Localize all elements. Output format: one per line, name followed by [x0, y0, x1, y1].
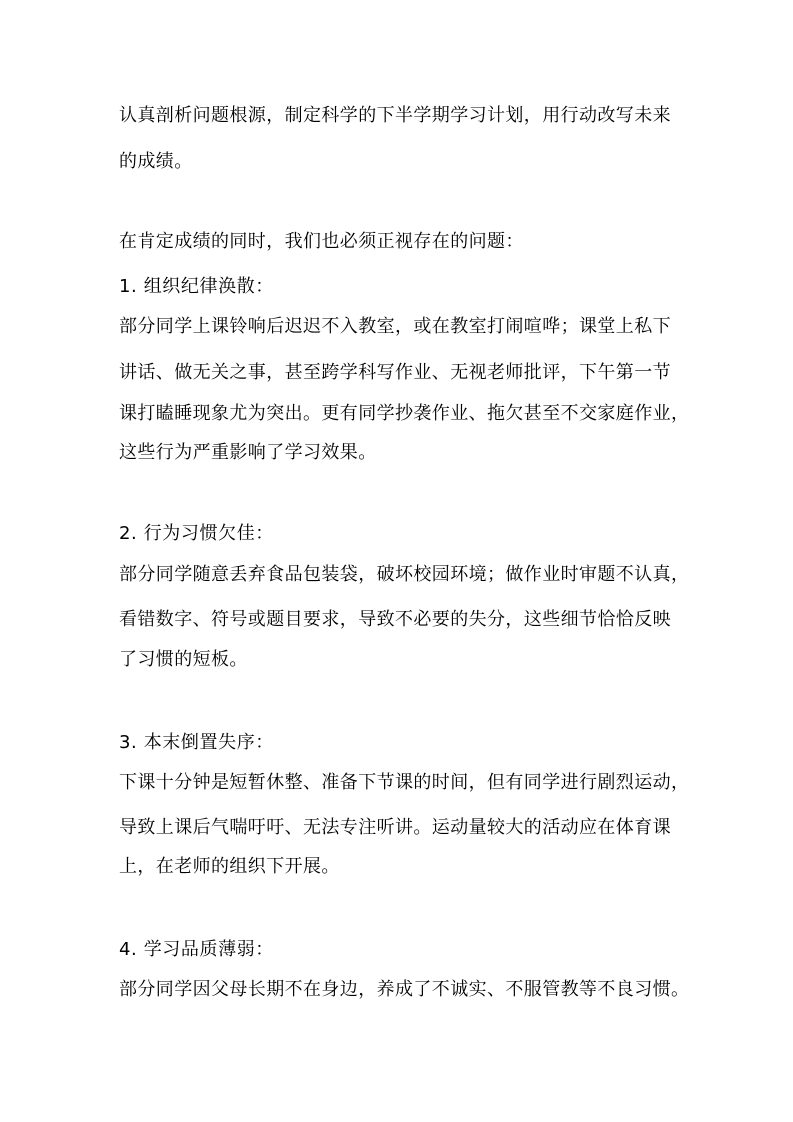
issue-2-line: 部分同学随意丢弃食品包装袋，破坏校园环境；做作业时审题不认真，	[119, 564, 690, 585]
intro-line: 认真剖析问题根源，制定科学的下半学期学习计划，用行动改写未来	[119, 105, 671, 126]
issue-2-line: 看错数字、符号或题目要求，导致不必要的失分，这些细节恰恰反映	[119, 609, 671, 630]
intro-line: 的成绩。	[119, 151, 193, 172]
issue-3-line: 导致上课后气喘吁吁、无法专注听讲。运动量较大的活动应在体育课	[119, 817, 671, 838]
issue-1-line: 课打瞌睡现象尤为突出。更有同学抄袭作业、拖欠甚至不交家庭作业，	[119, 403, 690, 424]
issue-3-line: 上，在老师的组织下开展。	[119, 856, 340, 877]
lead-paragraph: 在肯定成绩的同时，我们也必须正视存在的问题：	[119, 231, 524, 252]
issue-1-line: 这些行为严重影响了学习效果。	[119, 442, 377, 463]
issue-heading-1: 1. 组织纪律涣散：	[119, 276, 274, 297]
issue-heading-4: 4. 学习品质薄弱：	[119, 939, 274, 960]
issue-2-line: 了习惯的短板。	[119, 649, 248, 670]
issue-1-line: 讲话、做无关之事，甚至跨学科写作业、无视老师批评，下午第一节	[119, 362, 671, 383]
issue-1-line: 部分同学上课铃响后迟迟不入教室，或在教室打闹喧哗；课堂上私下	[119, 316, 671, 337]
issue-heading-2: 2. 行为习惯欠佳：	[119, 523, 274, 544]
issue-4-line: 部分同学因父母长期不在身边，养成了不诚实、不服管教等不良习惯。	[119, 979, 690, 1000]
issue-heading-3: 3. 本末倒置失序：	[119, 732, 274, 753]
issue-3-line: 下课十分钟是短暂休整、准备下节课的时间，但有同学进行剧烈运动，	[119, 772, 690, 793]
